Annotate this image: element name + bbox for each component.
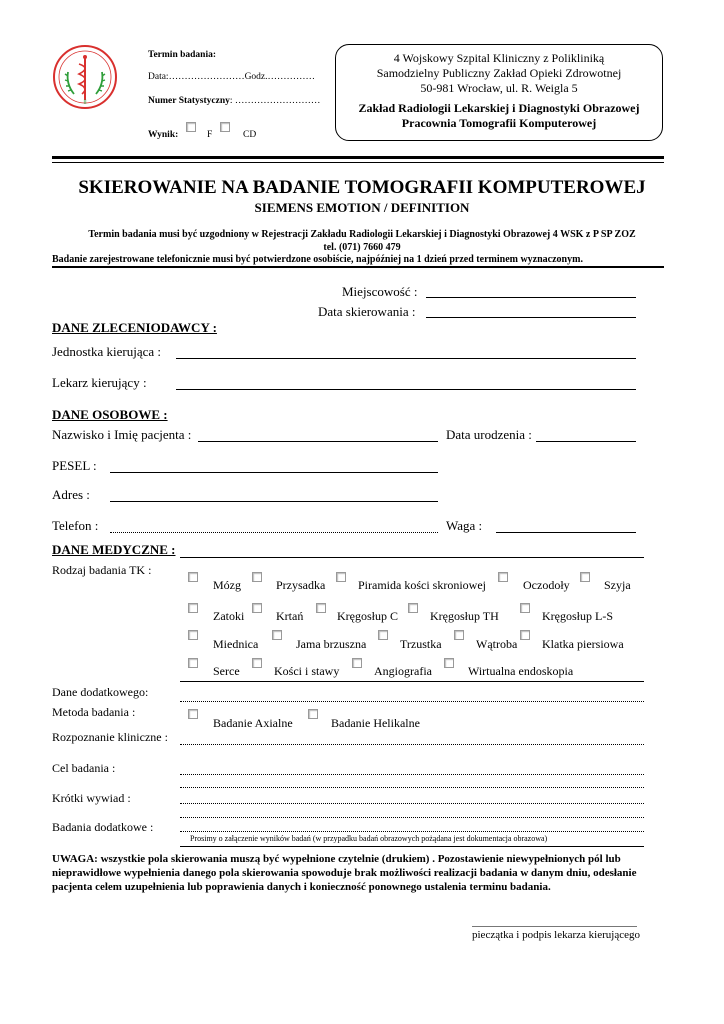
signature-label: pieczątka i podpis lekarza kierującego bbox=[472, 929, 640, 941]
dane-dodatkowego-label: Dane dodatkowego: bbox=[52, 685, 149, 699]
option-przysadka-label: Przysadka bbox=[276, 578, 326, 592]
section-medyczne: DANE MEDYCZNE : bbox=[52, 542, 176, 557]
metoda-axialne-checkbox[interactable] bbox=[188, 709, 198, 719]
numer-value: : ……………………… bbox=[229, 96, 321, 106]
option-oczodoly-checkbox[interactable] bbox=[498, 572, 508, 582]
form-title: SKIEROWANIE NA BADANIE TOMOGRAFII KOMPUTEROWEJ bbox=[78, 177, 646, 198]
hospital-address: 50-981 Wrocław, ul. R. Weigla 5 bbox=[420, 81, 578, 95]
signature-field[interactable] bbox=[472, 926, 637, 927]
badania-dodatkowe-field-2[interactable] bbox=[180, 831, 644, 832]
jednostka-field[interactable] bbox=[176, 358, 636, 359]
form-subtitle: SIEMENS EMOTION / DEFINITION bbox=[254, 200, 470, 215]
option-kregoslup-th-checkbox[interactable] bbox=[408, 603, 418, 613]
option-piramida-label: Piramida kości skroniowej bbox=[358, 578, 486, 592]
option-angiografia-checkbox[interactable] bbox=[352, 658, 362, 668]
metoda-helikalne-checkbox[interactable] bbox=[308, 709, 318, 719]
option-szyja-label: Szyja bbox=[604, 578, 631, 592]
option-serce-label: Serce bbox=[213, 664, 240, 678]
option-krtan-label: Krtań bbox=[276, 609, 304, 623]
option-kosci-checkbox[interactable] bbox=[252, 658, 262, 668]
wynik-label: Wynik: bbox=[148, 130, 179, 140]
waga-field[interactable] bbox=[496, 532, 636, 533]
option-miednica-checkbox[interactable] bbox=[188, 630, 198, 640]
nazwisko-label: Nazwisko i Imię pacjenta : bbox=[52, 427, 192, 442]
rodzaj-label: Rodzaj badania TK : bbox=[52, 563, 152, 577]
option-trzustka-checkbox[interactable] bbox=[378, 630, 388, 640]
option-mozg-checkbox[interactable] bbox=[188, 572, 198, 582]
warning-line-2: nieprawidłowe wypełnienia danego pola skierowania spowoduje brak możliwości realizacji badania w danym dniu, odesłanie bbox=[52, 867, 637, 879]
pesel-label: PESEL : bbox=[52, 458, 97, 473]
adres-label: Adres : bbox=[52, 487, 90, 502]
telefon-field[interactable] bbox=[110, 532, 438, 533]
option-mozg-label: Mózg bbox=[213, 578, 241, 592]
badania-dodatkowe-field-1[interactable] bbox=[180, 817, 644, 818]
option-zatoki-label: Zatoki bbox=[213, 609, 245, 623]
option-kregoslup-ls-checkbox[interactable] bbox=[520, 603, 530, 613]
section-osobowe: DANE OSOBOWE : bbox=[52, 407, 168, 422]
option-kregoslup-th-label: Kręgosłup TH bbox=[430, 609, 499, 623]
data-urodzenia-field[interactable] bbox=[536, 441, 636, 442]
metoda-label: Metoda badania : bbox=[52, 705, 136, 719]
numer-label: Numer Statystyczny bbox=[148, 96, 230, 106]
data-skierowania-label: Data skierowania : bbox=[318, 304, 416, 319]
medyczne-bottom-rule bbox=[180, 846, 644, 847]
department-name: Zakład Radiologii Lekarskiej i Diagnostyki Obrazowej bbox=[358, 101, 640, 115]
lekarz-label: Lekarz kierujący : bbox=[52, 375, 147, 390]
hospital-type: Samodzielny Publiczny Zakład Opieki Zdrowotnej bbox=[376, 66, 622, 80]
option-klatka-checkbox[interactable] bbox=[520, 630, 530, 640]
miejscowosc-field[interactable] bbox=[426, 297, 636, 298]
option-szyja-checkbox[interactable] bbox=[580, 572, 590, 582]
data-godz-field[interactable]: Data:……………………Godz.…………… bbox=[148, 72, 316, 82]
miejscowosc-label: Miejscowość : bbox=[342, 284, 418, 299]
notice-phone: tel. (071) 7660 479 bbox=[323, 242, 401, 253]
option-oczodoly-label: Oczodoły bbox=[523, 578, 570, 592]
dane-dodatkowego-field[interactable] bbox=[180, 701, 644, 702]
option-serce-checkbox[interactable] bbox=[188, 658, 198, 668]
wynik-f-label: F bbox=[207, 130, 213, 140]
rozpoznanie-field[interactable] bbox=[180, 744, 644, 745]
wywiad-field-1[interactable] bbox=[180, 787, 644, 788]
option-przysadka-checkbox[interactable] bbox=[252, 572, 262, 582]
option-kregoslup-c-label: Kręgosłup C bbox=[337, 609, 398, 623]
telefon-label: Telefon : bbox=[52, 518, 99, 533]
option-zatoki-checkbox[interactable] bbox=[188, 603, 198, 613]
cel-field[interactable] bbox=[180, 774, 644, 775]
svg-text:II: II bbox=[83, 100, 87, 106]
option-jama-brzuszna-label: Jama brzuszna bbox=[296, 637, 367, 651]
cel-label: Cel badania : bbox=[52, 761, 116, 775]
warning-line-3: pacjenta celem uzupełnienia lub poprawienia danych i konieczność ponownego ustalenia terminu badania. bbox=[52, 881, 551, 893]
header-rule-thick bbox=[52, 156, 664, 159]
rozpoznanie-label: Rozpoznanie kliniczne : bbox=[52, 730, 168, 744]
jednostka-label: Jednostka kierująca : bbox=[52, 344, 162, 359]
option-trzustka-label: Trzustka bbox=[400, 637, 442, 651]
badania-dodatkowe-label: Badania dodatkowe : bbox=[52, 820, 154, 834]
notice-rule bbox=[52, 266, 664, 268]
lekarz-field[interactable] bbox=[176, 389, 636, 390]
termin-label: Termin badania: bbox=[148, 50, 217, 60]
prosimy-note: Prosimy o załączenie wyników badań (w przypadku badań obrazowych pożądana jest dokumentacja obrazowa) bbox=[190, 834, 548, 843]
option-endoskopia-label: Wirtualna endoskopia bbox=[468, 664, 574, 678]
nazwisko-field[interactable] bbox=[198, 441, 438, 442]
option-angiografia-label: Angiografia bbox=[374, 664, 432, 678]
pesel-field[interactable] bbox=[110, 472, 438, 473]
option-kregoslup-c-checkbox[interactable] bbox=[316, 603, 326, 613]
numer-statystyczny-field[interactable] bbox=[148, 96, 320, 106]
header-rule-thin bbox=[52, 162, 664, 163]
rodzaj-rule bbox=[180, 681, 644, 682]
option-jama-brzuszna-checkbox[interactable] bbox=[272, 630, 282, 640]
option-klatka-label: Klatka piersiowa bbox=[542, 637, 624, 651]
hospital-name: 4 Wojskowy Szpital Kliniczny z Polikliniką bbox=[393, 51, 605, 65]
adres-field[interactable] bbox=[110, 501, 438, 502]
wynik-cd-label: CD bbox=[243, 130, 257, 140]
section-zleceniodawcy: DANE ZLECENIODAWCY : bbox=[52, 320, 217, 335]
option-krtan-checkbox[interactable] bbox=[252, 603, 262, 613]
metoda-helikalne-label: Badanie Helikalne bbox=[331, 716, 420, 730]
notice-registration: Termin badania musi być uzgodniony w Rejestracji Zakładu Radiologii Lekarskiej i Diagnostyki Obrazowej 4 WSK z P SP ZOZ bbox=[88, 229, 636, 240]
medyczne-rule bbox=[180, 557, 644, 558]
wynik-f-checkbox[interactable] bbox=[186, 122, 196, 132]
option-watroba-checkbox[interactable] bbox=[454, 630, 464, 640]
option-watroba-label: Wątroba bbox=[476, 637, 518, 651]
option-piramida-checkbox[interactable] bbox=[336, 572, 346, 582]
wywiad-field-2[interactable] bbox=[180, 803, 644, 804]
warning-line-1: UWAGA: wszystkie pola skierowania muszą być wypełnione czytelnie (drukiem) . Pozostawienie niewypełnionych pól lub bbox=[52, 853, 621, 865]
notice-confirm: Badanie zarejestrowane telefonicznie musi być potwierdzone osobiście, najpóźniej na 1 dzień przed terminem wyznaczonym. bbox=[52, 254, 583, 265]
hospital-logo bbox=[52, 44, 118, 110]
metoda-axialne-label: Badanie Axialne bbox=[213, 716, 293, 730]
waga-label: Waga : bbox=[446, 518, 483, 533]
option-miednica-label: Miednica bbox=[213, 637, 259, 651]
option-kregoslup-ls-label: Kręgosłup L-S bbox=[542, 609, 613, 623]
wywiad-label: Krótki wywiad : bbox=[52, 791, 131, 805]
option-kosci-label: Kości i stawy bbox=[274, 664, 340, 678]
wynik-cd-checkbox[interactable] bbox=[220, 122, 230, 132]
data-skierowania-field[interactable] bbox=[426, 317, 636, 318]
data-urodzenia-label: Data urodzenia : bbox=[446, 427, 532, 442]
unit-name: Pracownia Tomografii Komputerowej bbox=[401, 116, 597, 130]
option-endoskopia-checkbox[interactable] bbox=[444, 658, 454, 668]
